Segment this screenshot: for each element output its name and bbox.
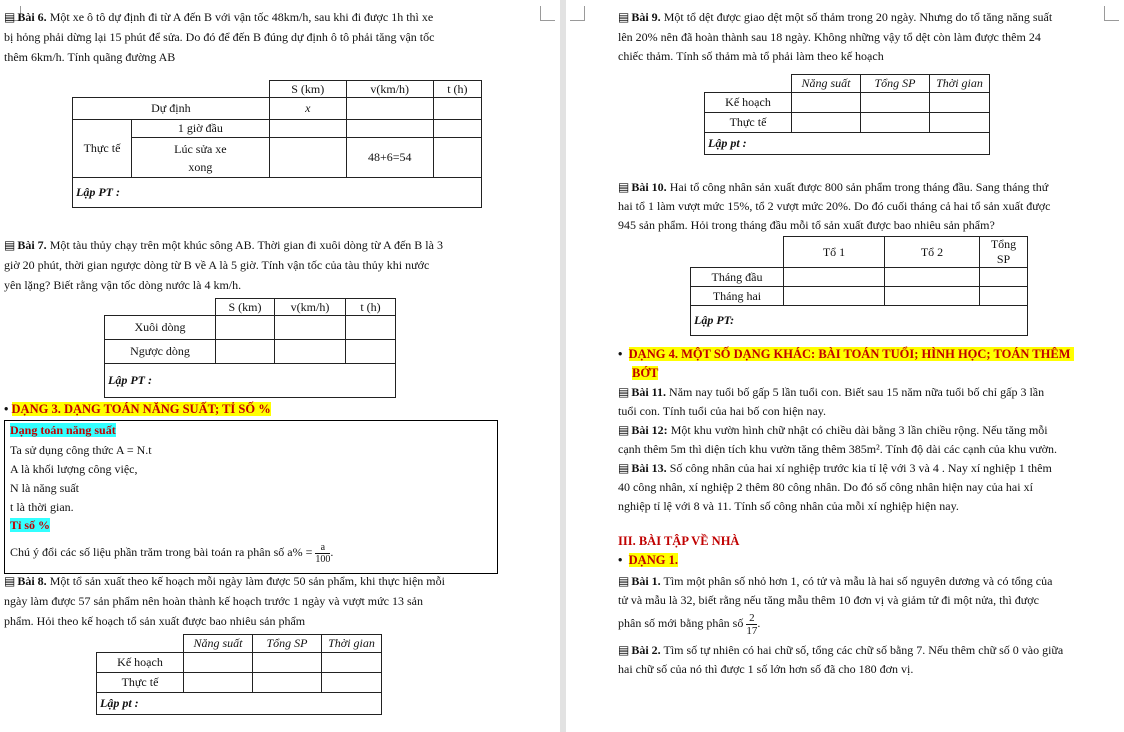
crop-mark bbox=[1104, 6, 1119, 21]
dang3-sub2: Tỉ số % bbox=[10, 518, 51, 532]
handshake-icon: ▤ bbox=[618, 574, 630, 588]
bai8-table: Năng suất Tổng SP Thời gian Kế hoạch Thực tế Lập pt : bbox=[96, 634, 382, 715]
hw1-line-1: ▤ Bài 1. Tìm một phân số nhỏ hơn 1, có tử và mẫu là hai số nguyên dương và có tổng của bbox=[618, 574, 1053, 588]
target-fraction: $\frac{2}{17}$ bbox=[746, 611, 758, 637]
handshake-icon: ▤ bbox=[4, 10, 16, 24]
bai7-title: Bài 7. bbox=[17, 238, 47, 252]
homework-heading: III. BÀI TẬP VỀ NHÀ bbox=[618, 534, 740, 548]
bai6-line-1: ▤ Bài 6. Một xe ô tô dự định đi từ A đến B với vận tốc 48km/h, sau khi đi được 1h thì xe bbox=[4, 10, 434, 24]
bai9-title: Bài 9. bbox=[631, 10, 661, 24]
bai13-line-2: 40 công nhân, xí nghiệp 2 thêm 80 công nhân. Do đó số công nhân hiện nay của hai xí bbox=[618, 480, 1033, 494]
crop-mark bbox=[540, 6, 555, 21]
bai13-title: Bài 13. bbox=[631, 461, 667, 475]
bai9-line-3: chiếc thảm. Tính số thảm mà tổ phải làm theo kế hoạch bbox=[618, 49, 884, 63]
bai8-title: Bài 8. bbox=[17, 574, 47, 588]
bai7-line-3: yên lặng? Biết rằng vận tốc dòng nước là 4 km/h. bbox=[4, 278, 242, 292]
bai8-line-2: ngày làm được 57 sản phẩm nên hoàn thành kế hoạch trước 1 ngày và vượt mức 13 sản bbox=[4, 594, 423, 608]
hw2-line-2: hai chữ số của nó thì được 1 số lớn hơn số đã cho 180 đơn vị. bbox=[618, 662, 914, 676]
bai10-line-1: ▤ Bài 10. Hai tổ công nhân sản xuất được 800 sản phẩm trong tháng đầu. Sang tháng thứ bbox=[618, 180, 1049, 194]
hw2-title: Bài 2. bbox=[631, 643, 661, 657]
bai7-line-2: giờ 20 phút, thời gian ngược dòng từ B về A là 5 giờ. Tính vận tốc của tàu thủy khi nước bbox=[4, 258, 430, 272]
bai7-table: S (km) v(km/h) t (h) Xuôi dòng Ngược dòng Lập PT : bbox=[104, 298, 396, 398]
hw1-line-3: phân số mới bằng phân số $\frac{2}{17}$ . bbox=[618, 611, 761, 637]
dang3-heading: • DẠNG 3. DẠNG TOÁN NĂNG SUẤT; TỈ SỐ % bbox=[4, 402, 271, 416]
bai13-line-3: nghiệp tỉ lệ với 8 và 11. Tính số công nhân của mỗi xí nghiệp hiện nay. bbox=[618, 499, 959, 513]
bai7-line-1: ▤ Bài 7. Một tàu thủy chạy trên một khúc sông AB. Thời gian đi xuôi dòng từ A đến B là 3 bbox=[4, 238, 443, 252]
lap-pt-label: Lập pt : bbox=[705, 133, 990, 155]
dang4-heading: • DẠNG 4. MỘT SỐ DẠNG KHÁC: BÀI TOÁN TUỔI; HÌNH HỌC; TOÁN THÊM BỚT bbox=[618, 345, 1074, 383]
bai6-line-2: bị hỏng phải dừng lại 15 phút để sửa. Do đó để đến B đúng dự định ô tô phải tăng vận tốc bbox=[4, 30, 435, 44]
handshake-icon: ▤ bbox=[618, 461, 630, 475]
definition-a: A là khối lượng công việc, bbox=[10, 462, 138, 476]
bai10-table: Tổ 1 Tổ 2 Tổng SP Tháng đầu Tháng hai Lập PT: bbox=[690, 236, 1028, 336]
formula-line: Ta sử dụng công thức A = N.t bbox=[10, 443, 152, 457]
bai9-line-1: ▤ Bài 9. Một tổ dệt được giao dệt một số thảm trong 20 ngày. Nhưng do tổ tăng năng suất bbox=[618, 10, 1053, 24]
handshake-icon: ▤ bbox=[618, 643, 630, 657]
handshake-icon: ▤ bbox=[618, 423, 630, 437]
bai10-title: Bài 10. bbox=[631, 180, 667, 194]
hw1-line-2: tử và mẫu là 32, biết rằng nếu tăng mẫu thêm 10 đơn vị và giảm tử đi một nửa, thì được bbox=[618, 593, 1039, 607]
bai11-title: Bài 11. bbox=[631, 385, 667, 399]
bai8-line-3: phẩm. Hỏi theo kế hoạch tổ sản xuất được bao nhiêu sản phẩm bbox=[4, 614, 306, 628]
definition-n: N là năng suất bbox=[10, 481, 79, 495]
hw2-line-1: ▤ Bài 2. Tìm số tự nhiên có hai chữ số, tổng các chữ số bằng 7. Nếu thêm chữ số 0 vào giữa bbox=[618, 643, 1064, 657]
hw1-title: Bài 1. bbox=[631, 574, 661, 588]
lap-pt-label: Lập PT: bbox=[691, 306, 1028, 336]
document-page-right bbox=[566, 0, 1124, 732]
handshake-icon: ▤ bbox=[618, 10, 630, 24]
percent-fraction: $\frac{a}{100}$ bbox=[315, 541, 331, 565]
bai12-title: Bài 12: bbox=[631, 423, 668, 437]
definition-t: t là thời gian. bbox=[10, 500, 74, 514]
bai13-line-1: ▤ Bài 13. Số công nhân của hai xí nghiệp trước kia tỉ lệ với 3 và 4 . Nay xí nghiệp 1 thêm bbox=[618, 461, 1052, 475]
bai6-title: Bài 6. bbox=[17, 10, 47, 24]
lap-pt-label: Lập PT : bbox=[73, 178, 482, 208]
bai6-table: S (km) v(km/h) t (h) Dự định x Thực tế 1 giờ đầu Lúc sửa xe xong 48+6=54 Lập PT : bbox=[72, 80, 482, 208]
handshake-icon: ▤ bbox=[618, 180, 630, 194]
bai12-line-1: ▤ Bài 12: Một khu vườn hình chữ nhật có chiều dài bằng 3 lần chiều rộng. Nếu tăng mỗi bbox=[618, 423, 1048, 437]
crop-mark bbox=[570, 6, 585, 21]
dang3-sub1: Dạng toán năng suất bbox=[10, 423, 116, 437]
handshake-icon: ▤ bbox=[4, 238, 16, 252]
percent-note: Chú ý đổi các số liệu phần trăm trong bài toán ra phân số a% = $\frac{a}{100}$ . bbox=[10, 541, 334, 565]
document-page-left bbox=[0, 0, 560, 732]
bai8-line-1: ▤ Bài 8. Một tổ sản xuất theo kế hoạch mỗi ngày làm được 50 sản phẩm, khi thực hiện mỗi bbox=[4, 574, 445, 588]
handshake-icon: ▤ bbox=[618, 385, 630, 399]
bai11-line-1: ▤ Bài 11. Năm nay tuổi bố gấp 5 lần tuổi con. Biết sau 15 năm nữa tuổi bố chỉ gấp 3 lần bbox=[618, 385, 1045, 399]
lap-pt-label: Lập PT : bbox=[105, 364, 396, 398]
bai10-line-3: 945 sản phẩm. Hỏi trong tháng đầu mỗi tổ sản xuất được bao nhiêu sản phẩm? bbox=[618, 218, 995, 232]
bai10-line-2: hai tổ 1 làm vượt mức 15%, tổ 2 vượt mức 20%. Do đó cuối tháng cả hai tổ sản xuất được bbox=[618, 199, 1051, 213]
bai11-line-2: tuổi con. Tính tuổi của hai bố con hiện nay. bbox=[618, 404, 826, 418]
handshake-icon: ▤ bbox=[4, 574, 16, 588]
lap-pt-label: Lập pt : bbox=[97, 693, 382, 715]
bai9-line-2: lên 20% nên đã hoàn thành sau 18 ngày. Không những vậy tổ dệt còn làm được thêm 24 bbox=[618, 30, 1041, 44]
bai12-line-2: cạnh thêm 5m thì diện tích khu vườn tăng thêm 385m². Tính độ dài các cạnh của khu vườn. bbox=[618, 442, 1057, 456]
bai6-line-3: thêm 6km/h. Tính quãng đường AB bbox=[4, 50, 176, 64]
homework-dang1: • DẠNG 1. bbox=[618, 553, 678, 567]
bai9-table: Năng suất Tổng SP Thời gian Kế hoạch Thực tế Lập pt : bbox=[704, 74, 990, 155]
